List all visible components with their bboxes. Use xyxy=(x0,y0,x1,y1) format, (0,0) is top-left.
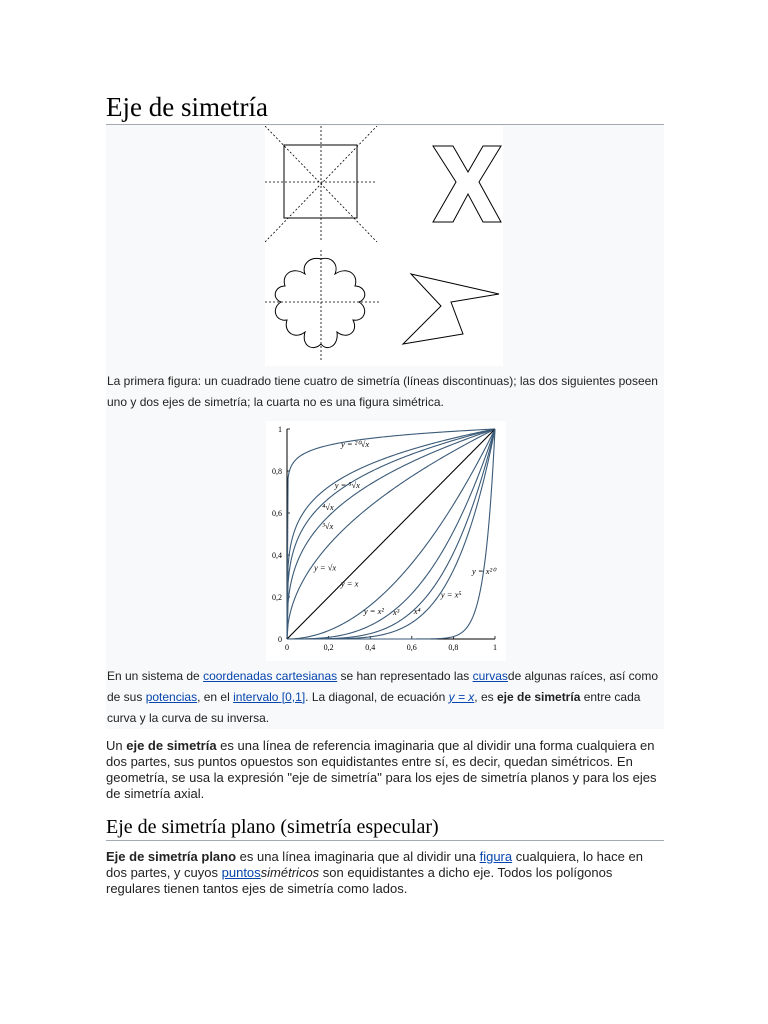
para2-text: es una línea imaginaria que al dividir una xyxy=(236,849,480,864)
para2-text: cualquiera, lo hace en dos partes, y cuyos xyxy=(106,849,643,880)
y-tick-label: 0,2 xyxy=(272,593,282,602)
caption2-text: , en el xyxy=(197,690,234,704)
x-tick-label: 0,2 xyxy=(323,643,334,652)
square-axes xyxy=(265,126,377,242)
series-label: y = x⁵ xyxy=(440,589,462,600)
x-shape xyxy=(433,146,501,222)
series-label: x⁴ xyxy=(413,605,421,616)
para1-text: es una línea de referencia imaginaria que al dividir una forma cualquiera en dos partes, sus puntos opuestos son equidistantes entre sí, es decir, quedan simétricos. En geometría, se usa la expresión "eje de simetría" para los ejes de simetría planos y para los ejes de simetría axial. xyxy=(106,738,657,801)
link-y-equals-x[interactable]: y = x xyxy=(448,690,475,704)
caption2-text: de algunas raíces, así como de sus xyxy=(107,669,659,704)
series-label: ³√x xyxy=(322,520,334,531)
asymmetric-shape xyxy=(403,274,499,344)
link-intervalo[interactable]: intervalo [0,1] xyxy=(233,690,306,704)
section-heading: Eje de simetría plano (simetría especular) xyxy=(106,814,664,841)
para2-text: son equidistantes a dicho eje. Todos los polígonos regulares tienen tantos ejes de simetría como lados. xyxy=(106,865,613,896)
link-puntos[interactable]: puntos xyxy=(221,865,261,880)
series-label: y = x xyxy=(340,578,359,589)
series-label: y = ²⁰√x xyxy=(341,439,370,450)
caption2-bold: eje de simetría xyxy=(496,690,581,704)
y-tick-label: 0,8 xyxy=(272,467,282,476)
link-coordenadas-cartesianas[interactable]: coordenadas cartesianas xyxy=(203,669,338,683)
symmetry-figures-image xyxy=(265,126,503,366)
page-title: Eje de simetría xyxy=(106,90,664,125)
caption2-text: , es xyxy=(474,690,497,704)
series-label: y = √x xyxy=(313,562,337,573)
x-tick-label: 0,6 xyxy=(406,643,417,652)
series-label: ⁴√x xyxy=(322,502,334,513)
roots-powers-chart xyxy=(266,421,506,661)
para2-italic: simétricos xyxy=(260,865,320,880)
series-label: y = x² xyxy=(363,605,384,616)
thumbnail-frame xyxy=(106,125,664,729)
link-potencias[interactable]: potencias xyxy=(145,690,198,704)
figure1-caption: La primera figura: un cuadrado tiene cuatro de simetría (líneas discontinuas); las dos siguientes poseen uno y dos ejes de simetría; la cuarta no es una figura simétrica. xyxy=(107,374,658,409)
caption2-text: entre cada curva y la curva de su inversa. xyxy=(107,690,641,725)
para1-text: Un xyxy=(106,738,127,753)
figure2-caption xyxy=(107,666,663,729)
square-shape xyxy=(284,145,357,218)
x-tick-label: 1 xyxy=(493,643,497,652)
y-tick-label: 0,4 xyxy=(272,551,282,560)
series-label: x³ xyxy=(393,606,400,617)
y-tick-label: 0,6 xyxy=(272,509,282,518)
section-paragraph xyxy=(106,849,664,897)
caption2-text: En un sistema de xyxy=(107,669,204,683)
para1-bold: eje de simetría xyxy=(126,738,217,753)
link-curvas[interactable]: curvas xyxy=(472,669,508,683)
flower-axes xyxy=(265,250,379,361)
series-label: y = x²⁰ xyxy=(472,565,496,576)
flower-shape xyxy=(275,258,365,347)
series-label: y = ⁵√x xyxy=(334,479,360,490)
x-tick-label: 0 xyxy=(285,643,289,652)
link-figura[interactable]: figura xyxy=(479,849,513,864)
y-tick-label: 0 xyxy=(278,635,282,644)
chart-background xyxy=(266,421,506,661)
y-tick-label: 1 xyxy=(278,425,282,434)
x-tick-label: 0,4 xyxy=(365,643,376,652)
caption2-text: se han representado las xyxy=(337,669,473,683)
para2-bold: Eje de simetría plano xyxy=(106,849,237,864)
x-tick-label: 0,8 xyxy=(448,643,459,652)
caption2-text: . La diagonal, de ecuación xyxy=(305,690,449,704)
intro-paragraph xyxy=(106,738,664,802)
